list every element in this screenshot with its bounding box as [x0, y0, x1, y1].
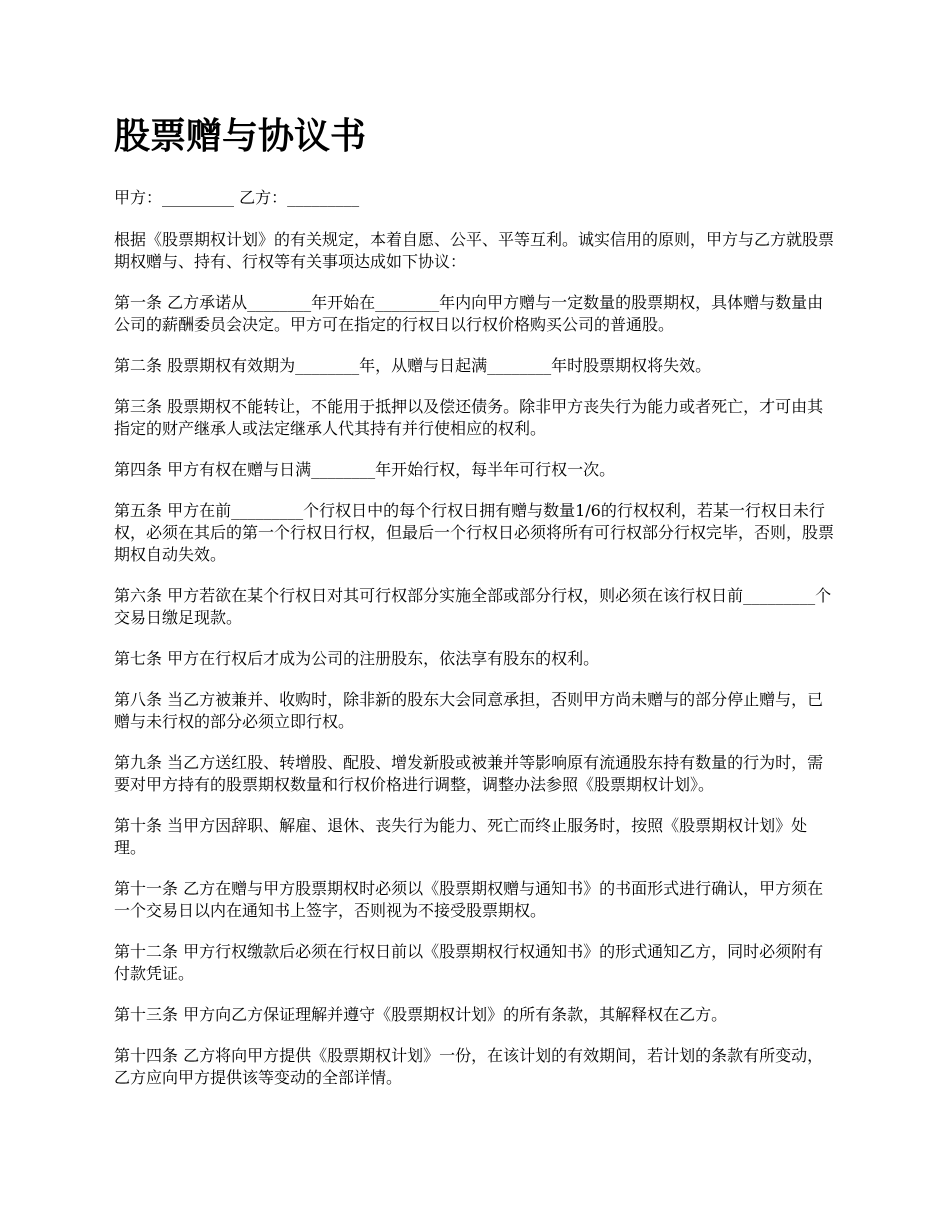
article-11: 第十一条 乙方在赠与甲方股票期权时必须以《股票期权赠与通知书》的书面形式进行确认，甲方须在一个交易日以内在通知书上签字，否则视为不接受股票期权。: [114, 879, 824, 920]
article-7: 第七条 甲方在行权后才成为公司的注册股东，依法享有股东的权利。: [114, 649, 600, 668]
article-1: 第一条 乙方承诺从________年开始在________年内向甲方赠与一定数量的股票期权，具体赠与数量由公司的薪酬委员会决定。甲方可在指定的行权日以行权价格购买公司的普通股。: [114, 293, 824, 334]
preamble-paragraph: 根据《股票期权计划》的有关规定，本着自愿、公平、平等互利。诚实信用的原则，甲方与乙方就股票期权赠与、持有、行权等有关事项达成如下协议：: [114, 230, 835, 271]
article-2: 第二条 股票期权有效期为________年，从赠与日起满________年时股票期权将失效。: [114, 356, 712, 375]
article-4: 第四条 甲方有权在赠与日满________年开始行权，每半年可行权一次。: [114, 460, 616, 479]
article-3: 第三条 股票期权不能转让，不能用于抵押以及偿还债务。除非甲方丧失行为能力或者死亡，才可由其指定的财产继承人或法定继承人代其持有并行使相应的权利。: [114, 397, 824, 438]
document-body: [114, 112, 839, 1108]
article-12: 第十二条 甲方行权缴款后必须在行权日前以《股票期权行权通知书》的形式通知乙方，同时必须附有付款凭证。: [114, 942, 824, 983]
article-14: 第十四条 乙方将向甲方提供《股票期权计划》一份，在该计划的有效期间，若计划的条款有所变动，乙方应向甲方提供该等变动的全部详情。: [114, 1046, 824, 1087]
document-title: 股票赠与协议书: [114, 115, 367, 157]
parties-line: 甲方：_________ 乙方：_________: [114, 188, 360, 207]
article-10: 第十条 当甲方因辞职、解雇、退休、丧失行为能力、死亡而终止服务时，按照《股票期权计划》处理。: [114, 816, 808, 857]
article-5: 第五条 甲方在前_________个行权日中的每个行权日拥有赠与数量1/6的行权权利，若某一行权日未行权，必须在其后的第一个行权日行权，但最后一个行权日必须将所有可行权部分行权完毕，否则，股票期权自动失效。: [114, 501, 835, 564]
article-6: 第六条 甲方若欲在某个行权日对其可行权部分实施全部或部分行权，则必须在该行权日前_________个交易日缴足现款。: [114, 586, 832, 627]
article-9: 第九条 当乙方送红股、转增股、配股、增发新股或被兼并等影响原有流通股东持有数量的行为时，需要对甲方持有的股票期权数量和行权价格进行调整，调整办法参照《股票期权计划》。: [114, 753, 824, 794]
article-13: 第十三条 甲方向乙方保证理解并遵守《股票期权计划》的所有条款，其解释权在乙方。: [114, 1005, 728, 1024]
article-8: 第八条 当乙方被兼并、收购时，除非新的股东大会同意承担，否则甲方尚未赠与的部分停止赠与，已赠与未行权的部分必须立即行权。: [114, 690, 824, 731]
